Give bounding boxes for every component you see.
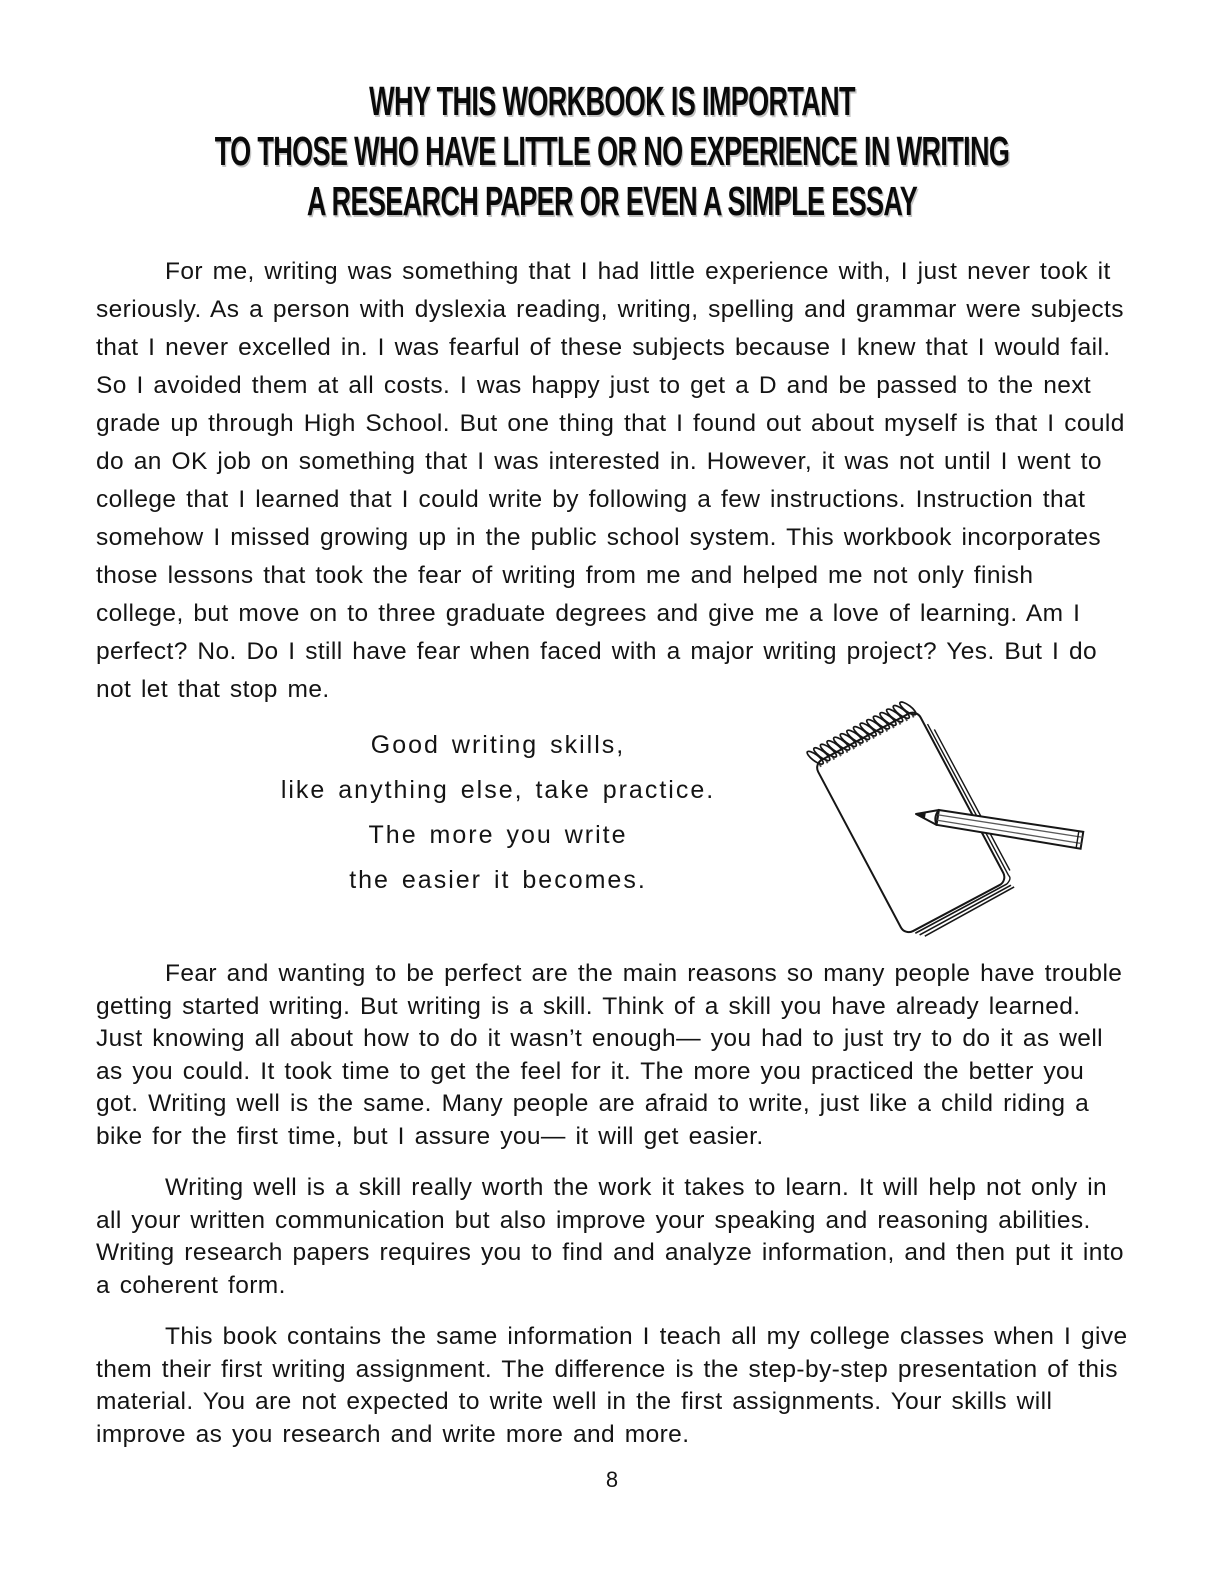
page-body xyxy=(0,253,1224,1451)
pull-quote-line: like anything else, take practice. xyxy=(280,776,716,804)
page-number: 8 xyxy=(605,1467,619,1492)
quote-and-illustration-row xyxy=(96,709,1128,939)
page-footer xyxy=(0,1467,1224,1493)
paragraph-intro: For me, writing was something that I had little experience with, I just never took it seriously. As a person with dyslexia reading, writing, spelling and grammar were subjects that I never excelled in. I was fearful of these subjects because I knew that I would fail. So I avoided them at all costs. I was happy just to get a D and be passed to the next grade up through High School. But one thing that I found out about myself is that I could do an OK job on something that I was interested in. However, it was not until I went to college that I learned that I could write by following a few instructions. Instruction that somehow I missed growing up in the public school system. This workbook incorporates those lessons that took the fear of writing from me and helped me not only finish college, but move on to three graduate degrees and give me a love of learning. Am I perfect? No. Do I still have fear when faced with a major writing project? Yes. But I do not let that stop me. xyxy=(96,258,1125,703)
page-title xyxy=(0,76,1224,226)
title-line-3: A RESEARCH PAPER OR EVEN A SIMPLE ESSAY xyxy=(306,178,918,224)
paragraph-skill: Writing well is a skill really worth the work it takes to learn. It will help not only in all your written communication but also improve your speaking and reasoning abilities. Writing research papers requires you to find and analyze information, and then put it into a coherent form. xyxy=(96,1174,1124,1299)
pull-quote-line: The more you write xyxy=(368,821,628,849)
title-line-2: TO THOSE WHO HAVE LITTLE OR NO EXPERIENCE IN WRITING xyxy=(214,128,1010,174)
paragraph-book: This book contains the same information I teach all my college classes when I give them their first writing assignment. The difference is the step-by-step presentation of this material. You are not expected to write well in the first assignments. Your skills will improve as you research and write more and more. xyxy=(96,1323,1128,1448)
pull-quote xyxy=(98,723,898,903)
title-line-1: WHY THIS WORKBOOK IS IMPORTANT xyxy=(369,78,855,124)
paragraph-fear: Fear and wanting to be perfect are the main reasons so many people have trouble getting started writing. But writing is a skill. Think of a skill you have already learned. Just knowing all about how to do it wasn’t enough— you had to just try to do it as well as you could. It took time to get the feel for it. The more you practiced the better you got. Writing well is the same. Many people are afraid to write, just like a child riding a bike for the first time, but I assure you— it will get easier. xyxy=(96,960,1123,1150)
notepad-pencil-illustration xyxy=(786,679,1091,944)
pull-quote-line: the easier it becomes. xyxy=(349,866,647,894)
pull-quote-line: Good writing skills, xyxy=(370,731,626,759)
